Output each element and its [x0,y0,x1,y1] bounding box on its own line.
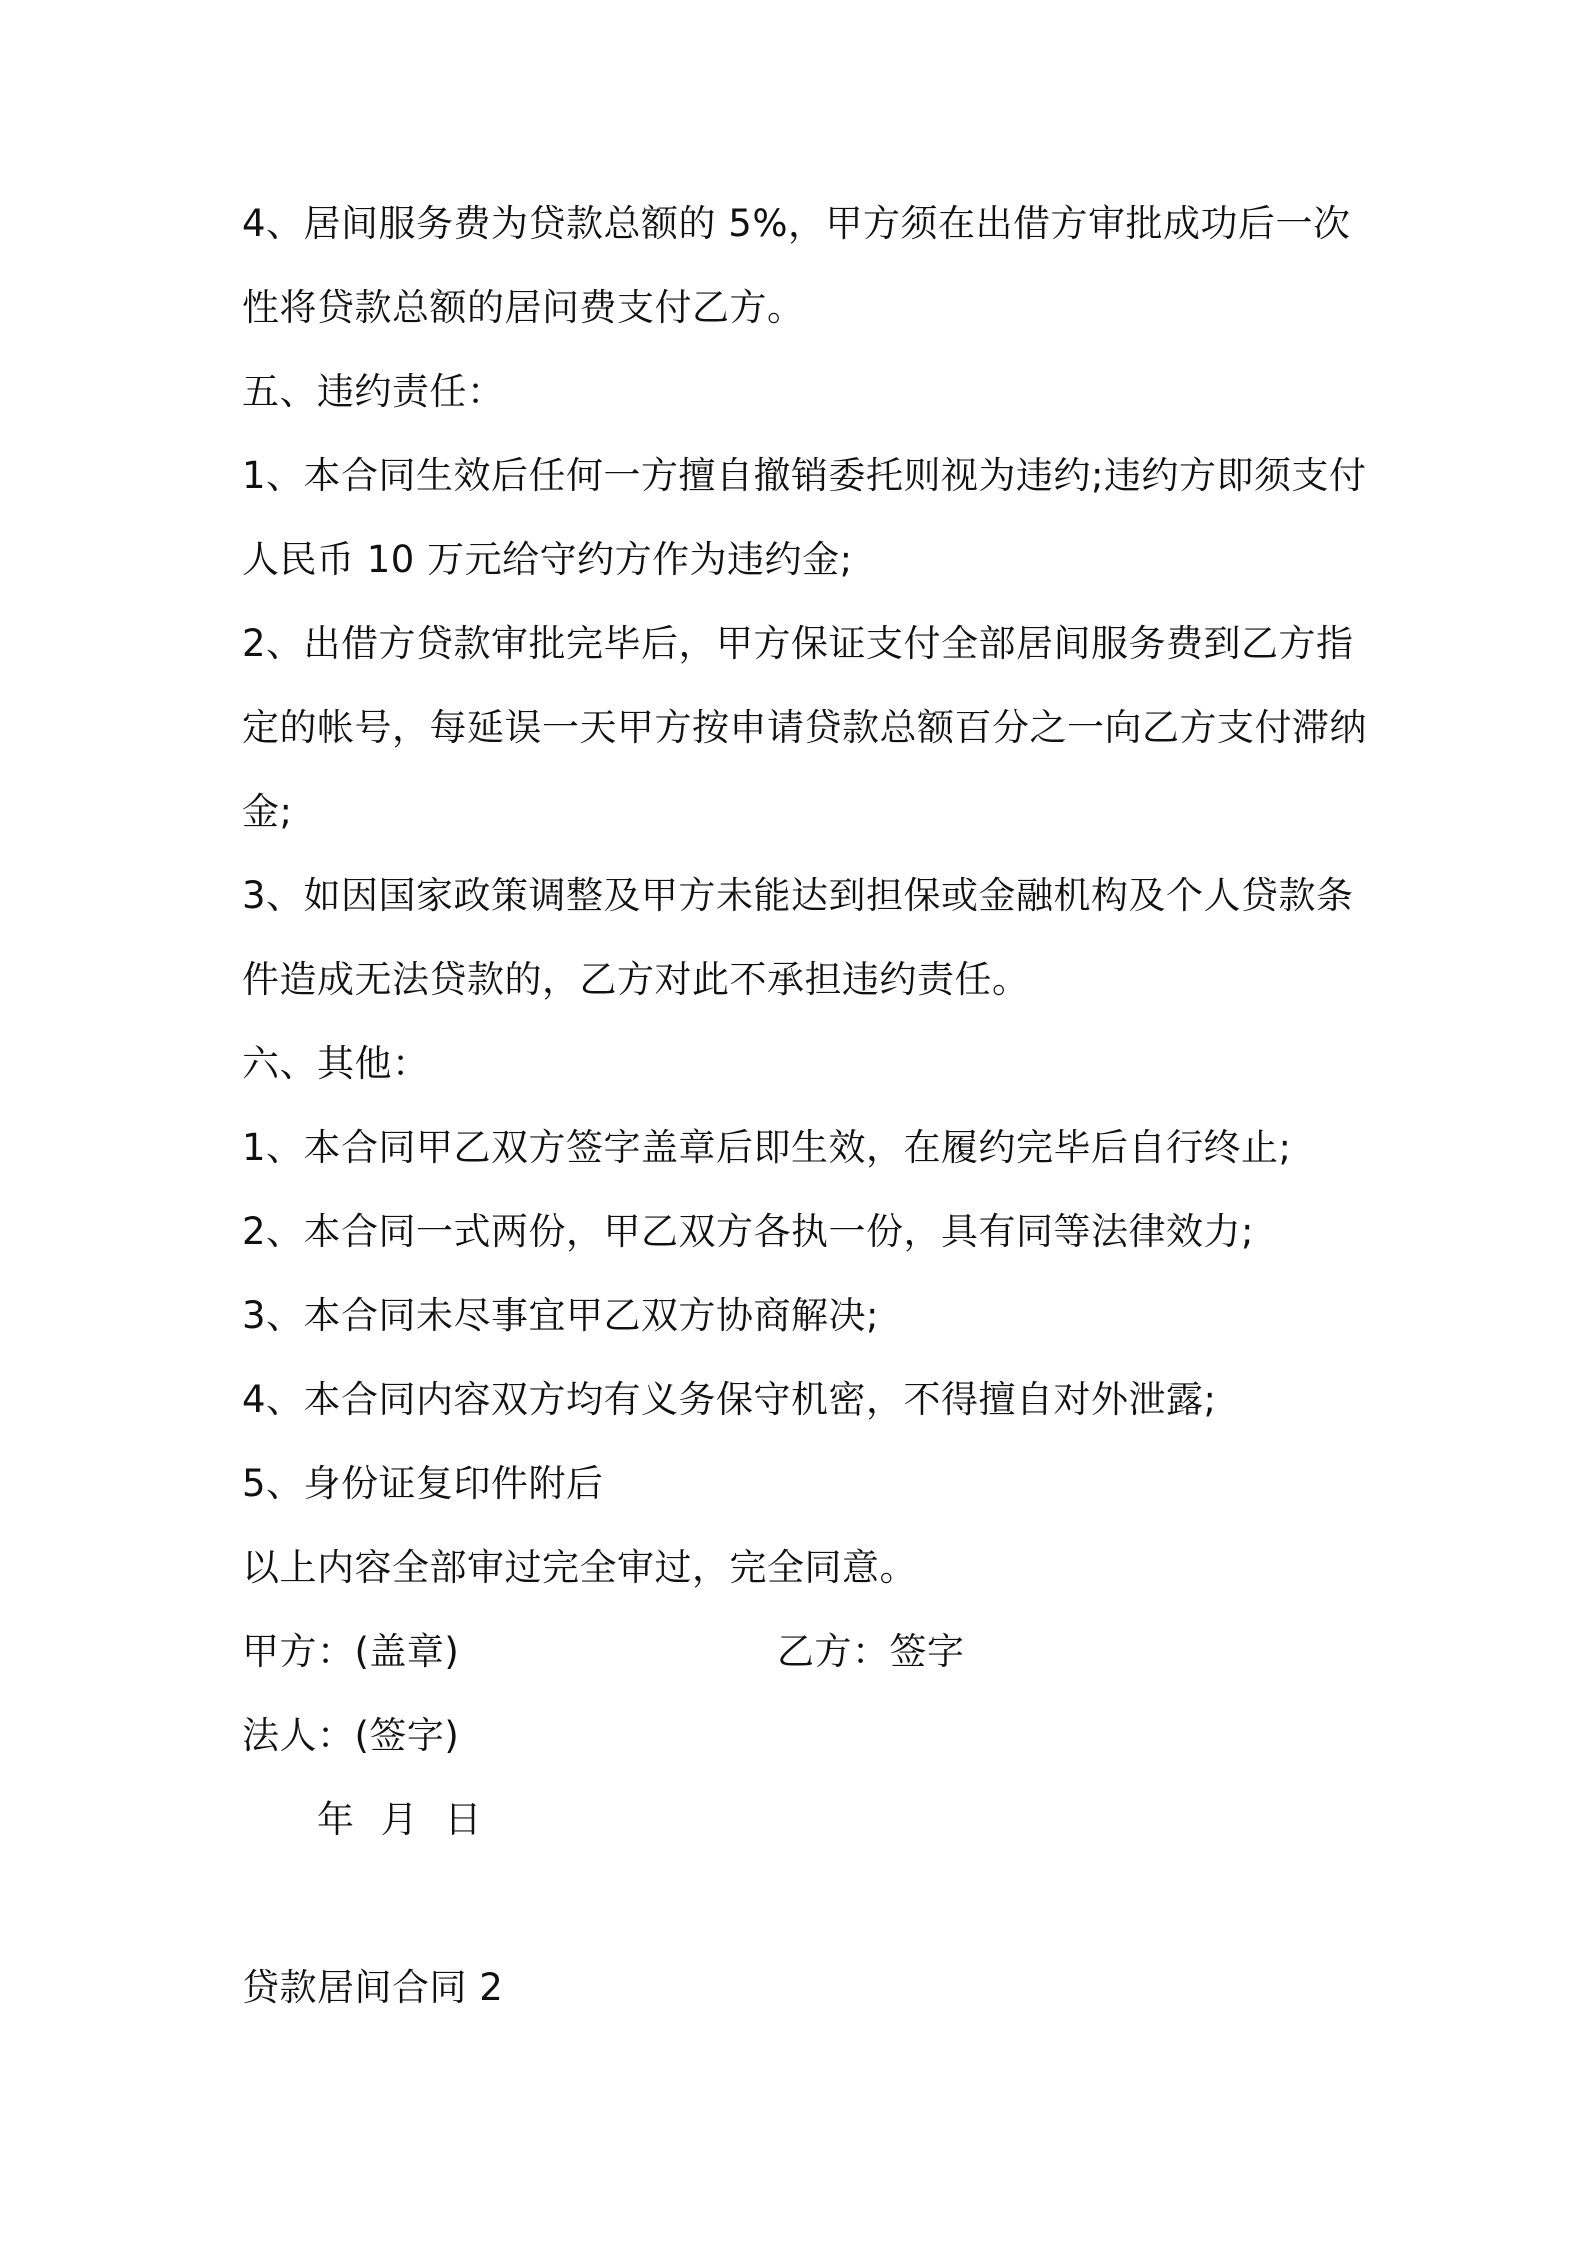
other-clause-2: 2、本合同一式两份，甲乙双方各执一份，具有同等法律效力; [242,1210,1255,1253]
breach-clause-2-line-1: 2、出借方贷款审批完毕后，甲方保证支付全部居间服务费到乙方指 [242,622,1354,665]
signature-date: 年 月 日 [317,1798,483,1841]
agreement-statement: 以上内容全部审过完全审过，完全同意。 [242,1546,917,1589]
section-heading-breach: 五、违约责任： [242,370,505,413]
breach-clause-3-line-1: 3、如因国家政策调整及甲方未能达到担保或金融机构及个人贷款条 [242,874,1354,917]
other-clause-1: 1、本合同甲乙双方签字盖章后即生效，在履约完毕后自行终止; [242,1126,1292,1169]
breach-clause-2-line-3: 金; [242,790,293,833]
party-a-signature: 甲方：(盖章) [242,1630,460,1673]
other-clause-3: 3、本合同未尽事宜甲乙双方协商解决; [242,1294,880,1337]
section-heading-other: 六、其他： [242,1042,430,1085]
other-clause-4: 4、本合同内容双方均有义务保守机密，不得擅自对外泄露; [242,1378,1217,1421]
legal-person-signature: 法人：(签字) [242,1714,460,1757]
breach-clause-2-line-2: 定的帐号，每延误一天甲方按申请贷款总额百分之一向乙方支付滞纳 [242,706,1367,749]
clause-4-line-1: 4、居间服务费为贷款总额的 5%，甲方须在出借方审批成功后一次 [242,202,1351,245]
other-clause-5: 5、身份证复印件附后 [242,1462,604,1505]
next-contract-title: 贷款居间合同 2 [242,1966,504,2009]
breach-clause-1-line-1: 1、本合同生效后任何一方擅自撤销委托则视为违约;违约方即须支付 [242,454,1367,497]
breach-clause-1-line-2: 人民币 10 万元给守约方作为违约金; [242,538,853,581]
party-b-signature: 乙方：签字 [777,1630,965,1673]
breach-clause-3-line-2: 件造成无法贷款的，乙方对此不承担违约责任。 [242,958,1030,1001]
clause-4-line-2: 性将贷款总额的居问费支付乙方。 [242,286,805,329]
